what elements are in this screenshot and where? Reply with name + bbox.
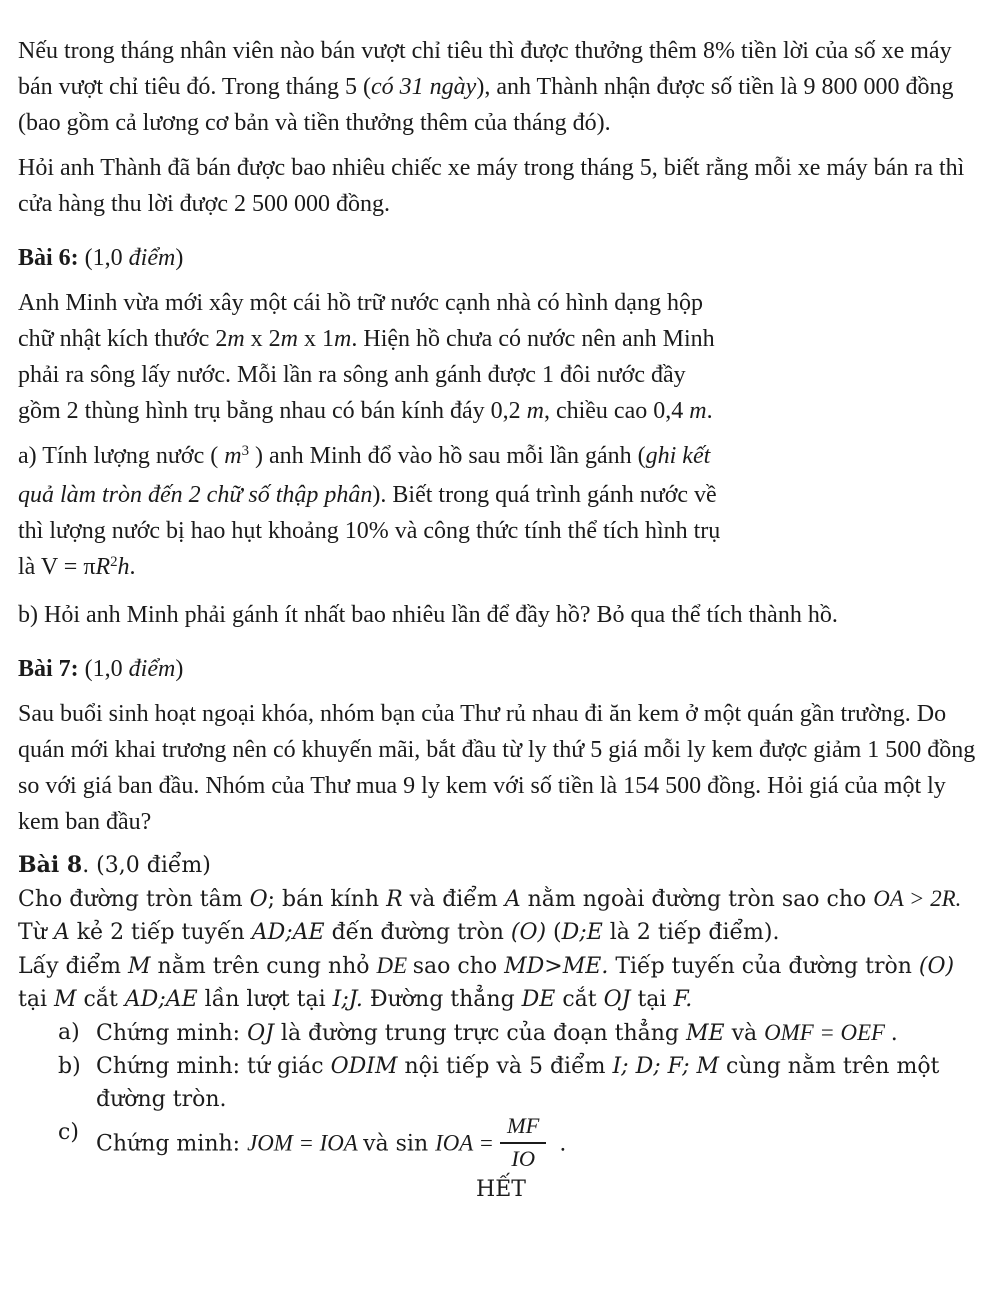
bai8-item-b — [18, 1050, 984, 1116]
math-run: OMF = OEF — [764, 1020, 891, 1045]
list-marker: a) — [58, 1020, 80, 1045]
italic-run: M — [128, 954, 151, 979]
list-item-text: Chứng minh: tứ giác ODIM nội tiếp và 5 điểm I; D; F; M cùng nằm trên một đường tròn. — [96, 1054, 940, 1112]
bai6-part-b: b) Hỏi anh Minh phải gánh ít nhất bao nhiêu lần để đầy hồ? Bỏ qua thể tích thành hồ. — [18, 602, 838, 628]
italic-run: AD;AE — [124, 987, 198, 1012]
italic-run: (O) — [918, 954, 955, 979]
italic-run: M — [54, 987, 77, 1012]
bai8-intro-line1: Cho đường tròn tâm O; bán kính R và điểm A nằm ngoài đường tròn sao cho OA > 2R. — [18, 886, 962, 912]
bai8-heading: Bài 8. (3,0 điểm) — [18, 852, 211, 878]
italic-run: D;E — [561, 920, 603, 945]
italic-run: m — [526, 398, 544, 424]
bai6-part-a: a) Tính lượng nước ( $m^3$ ) anh Minh đổ vào hồ sau mỗi lần gánh (ghi kết quả làm tròn đến 2 chữ số thập phân). Biết trong quá trình gánh nước về thì lượng nước bị hao hụt khoảng 10% và công thức tính thể tích hình trụ là $V = \pi R^2h$. — [18, 442, 721, 580]
math-run: OA > 2R. — [873, 886, 962, 911]
bai7-heading: Bài 7: (1,0 điểm) — [18, 656, 184, 682]
italic-run: MD>ME. — [504, 954, 609, 979]
het-footer: HẾT — [476, 1177, 526, 1203]
italic-run: ME — [686, 1021, 725, 1046]
bai8-item-c — [18, 1113, 984, 1173]
bold-run: Bài 6: — [18, 245, 79, 271]
fraction — [500, 1114, 546, 1171]
italic-run: R — [386, 887, 403, 912]
italic-run: DE — [521, 987, 556, 1012]
bai7-body: Sau buổi sinh hoạt ngoại khóa, nhóm bạn của Thư rủ nhau đi ăn kem ở một quán gần trường. Do quán mới khai trương nên có khuyến mãi, bắt đầu từ ly thứ 5 giá mỗi ly kem được giảm 1 500 đồng so với giá ban đầu. Nhóm của Thư mua 9 ly kem với số tiền là 154 500 đồng. Hỏi giá của một ly kem ban đầu? — [18, 701, 976, 835]
italic-run: điểm — [128, 245, 176, 271]
bai6-heading: Bài 6: (1,0 điểm) — [18, 245, 184, 271]
italic-run: h — [117, 554, 130, 580]
fraction-denominator: IO — [511, 1145, 536, 1171]
bai5-question: Hỏi anh Thành đã bán được bao nhiêu chiếc xe máy trong tháng 5, biết rằng mỗi xe máy bán ra thì cửa hàng thu lời được 2 500 000 đồng. — [18, 155, 965, 217]
italic-run: m — [224, 443, 242, 469]
bold-run: Bài 7: — [18, 656, 79, 682]
italic-run: AD;AE — [251, 920, 325, 945]
italic-run: ghi kết quả làm tròn đến 2 chữ số thập phân — [18, 443, 711, 508]
fraction-numerator: MF — [500, 1114, 546, 1144]
math-run: IOA = — [435, 1130, 494, 1156]
italic-run: O — [249, 887, 268, 912]
italic-run: m — [227, 326, 245, 352]
italic-run: m — [280, 326, 299, 352]
superscript-run: 2 — [110, 553, 118, 570]
italic-run: (O) — [510, 920, 547, 945]
document-body — [18, 33, 984, 1206]
italic-run: A — [504, 887, 521, 912]
italic-run: I;J. — [332, 987, 363, 1012]
italic-run: I; D; F; M — [612, 1054, 720, 1079]
math-run: JOM = IOA — [247, 1130, 364, 1156]
list-item-text: Chứng minh: OJ là đường trung trực của đoạn thẳng ME và OMF = OEF . — [96, 1020, 898, 1046]
math-run: DE — [376, 953, 413, 978]
italic-run: R — [95, 554, 111, 580]
bai8-intro-line3: Lấy điểm M nằm trên cung nhỏ DE sao cho MD>ME. Tiếp tuyến của đường tròn (O) tại M cắt AD;AE lần lượt tại I;J. Đường thẳng DE cắt OJ tại F. — [18, 953, 955, 1012]
italic-run: OJ — [247, 1021, 274, 1046]
italic-run: F. — [673, 987, 693, 1012]
bai8-item-a — [18, 1016, 984, 1050]
superscript-run: 3 — [241, 442, 250, 459]
italic-run: điểm — [128, 656, 176, 682]
italic-run: m — [689, 398, 707, 424]
list-marker: b) — [58, 1054, 81, 1079]
italic-run: m — [334, 326, 352, 352]
bold-run: Bài 8 — [18, 852, 83, 878]
bai5-paragraph-continuation: Nếu trong tháng nhân viên nào bán vượt chỉ tiêu thì được thưởng thêm 8% tiền lời của số xe máy bán vượt chỉ tiêu đó. Trong tháng 5 (có 31 ngày), anh Thành nhận được số tiền là 9 800 000 đồng (bao gồm cả lương cơ bản và tiền thưởng thêm của tháng đó). — [18, 38, 954, 136]
italic-run: A — [53, 920, 70, 945]
italic-run: OJ — [603, 987, 631, 1012]
list-item-text: Chứng minh: JOM = IOA và sin IOA = $\frac{MF}{IO}$ . — [96, 1113, 567, 1171]
bai6-body: Anh Minh vừa mới xây một cái hồ trữ nước cạnh nhà có hình dạng hộp chữ nhật kích thước 2m x 2m x 1m. Hiện hồ chưa có nước nên anh Minh phải ra sông lấy nước. Mỗi lần ra sông anh gánh được 1 đôi nước đầy gồm 2 thùng hình trụ bằng nhau có bán kính đáy 0,2 m, chiều cao 0,4 m. — [18, 290, 715, 424]
italic-run: có 31 ngày — [371, 74, 477, 100]
bai8-intro-line2: Từ A kẻ 2 tiếp tuyến AD;AE đến đường tròn (O) (D;E là 2 tiếp điểm). — [18, 920, 780, 945]
list-marker: c) — [58, 1120, 79, 1145]
italic-run: ODIM — [330, 1054, 398, 1079]
